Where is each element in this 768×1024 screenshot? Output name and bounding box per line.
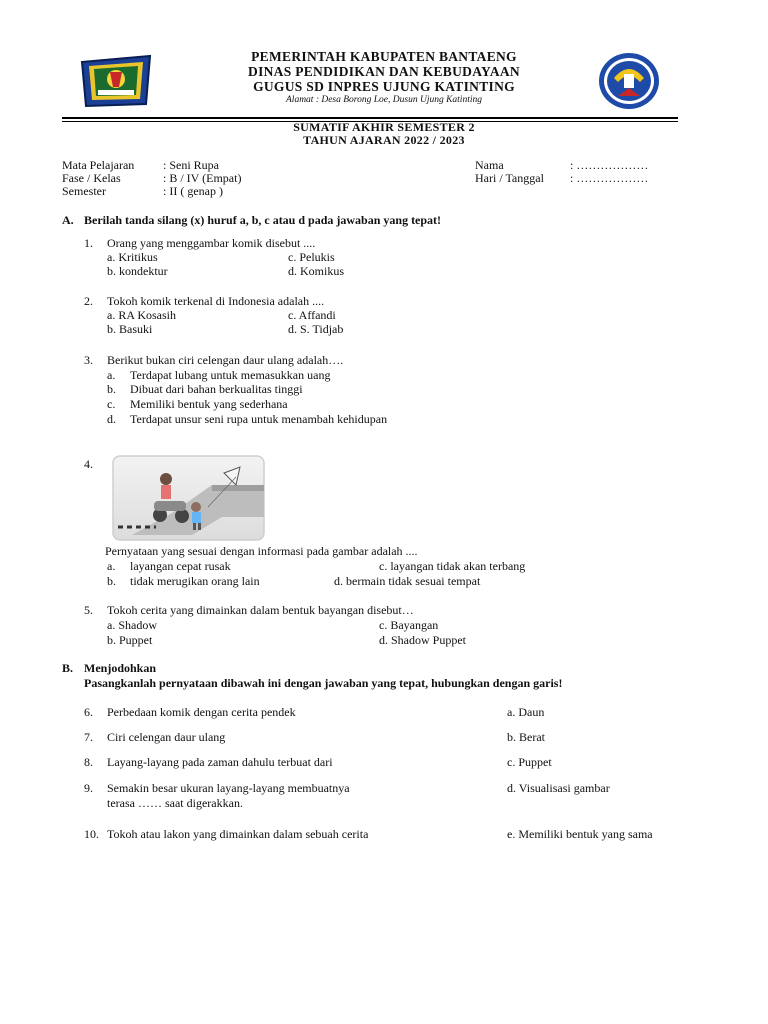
subject-label: Mata Pelajaran bbox=[62, 158, 135, 172]
q3-option-d: Terdapat unsur seni rupa untuk menambah kehidupan bbox=[130, 412, 388, 426]
match-item-number: 6. bbox=[84, 705, 93, 719]
q2-number: 2. bbox=[84, 294, 93, 308]
match-item-answer: e. Memiliki bentuk yang sama bbox=[507, 827, 653, 841]
q3-option-d-marker: d. bbox=[107, 412, 116, 426]
section-b-instruction: Pasangkanlah pernyataan dibawah ini dengan jawaban yang tepat, hubungkan dengan garis! bbox=[84, 676, 563, 690]
q5-number: 5. bbox=[84, 603, 93, 617]
header-rule-thick bbox=[62, 117, 678, 119]
header-line-2: DINAS PENDIDIKAN DAN KEBUDAYAAN bbox=[248, 64, 520, 79]
q1-option-d: d. Komikus bbox=[288, 264, 345, 278]
q3-option-b: Dibuat dari bahan berkualitas tinggi bbox=[130, 382, 303, 396]
q1-option-b: b. kondektur bbox=[107, 264, 168, 278]
q3-option-a-marker: a. bbox=[107, 368, 116, 382]
q2-option-a: a. RA Kosasih bbox=[107, 308, 176, 322]
q4-illustration bbox=[112, 455, 265, 541]
q2-option-d: d. S. Tidjab bbox=[288, 322, 344, 336]
date-value: : ……………… bbox=[570, 171, 649, 185]
q4-option-a: layangan cepat rusak bbox=[130, 559, 231, 573]
exam-year: TAHUN AJARAN 2022 / 2023 bbox=[303, 133, 465, 147]
header-line-3: GUGUS SD INPRES UJUNG KATINTING bbox=[253, 79, 515, 94]
section-b-title: Menjodohkan bbox=[84, 661, 157, 675]
section-a-title: Berilah tanda silang (x) huruf a, b, c atau d pada jawaban yang tepat! bbox=[84, 213, 442, 227]
section-b-marker: B. bbox=[62, 661, 74, 675]
q3-number: 3. bbox=[84, 353, 93, 367]
name-label: Nama bbox=[475, 158, 504, 172]
q4-text: Pernyataan yang sesuai dengan informasi pada gambar adalah .... bbox=[105, 544, 418, 558]
match-item-number: 7. bbox=[84, 730, 93, 744]
match-item-answer: b. Berat bbox=[507, 730, 545, 744]
q1-number: 1. bbox=[84, 236, 93, 250]
match-item-answer: a. Daun bbox=[507, 705, 545, 719]
match-item-number: 9. bbox=[84, 781, 93, 795]
name-value: : ……………… bbox=[570, 158, 649, 172]
q5-text: Tokoh cerita yang dimainkan dalam bentuk bayangan disebut… bbox=[107, 603, 414, 617]
q4-option-a-marker: a. bbox=[107, 559, 116, 573]
q5-option-d: d. Shadow Puppet bbox=[379, 633, 466, 647]
q2-text: Tokoh komik terkenal di Indonesia adalah .... bbox=[107, 294, 325, 308]
phase-label: Fase / Kelas bbox=[62, 171, 121, 185]
match-item-text: Semakin besar ukuran layang-layang membuatnya bbox=[107, 781, 350, 795]
match-item-number: 10. bbox=[84, 827, 99, 841]
section-a-marker: A. bbox=[62, 213, 74, 227]
match-item-answer: d. Visualisasi gambar bbox=[507, 781, 610, 795]
match-item-text: Tokoh atau lakon yang dimainkan dalam sebuah cerita bbox=[107, 827, 369, 841]
q4-option-d: d. bermain tidak sesuai tempat bbox=[334, 574, 481, 588]
match-item-text: Ciri celengan daur ulang bbox=[107, 730, 226, 744]
q1-option-c: c. Pelukis bbox=[288, 250, 335, 264]
q3-option-c-marker: c. bbox=[107, 397, 116, 411]
semester-label: Semester bbox=[62, 184, 106, 198]
semester-value: : II ( genap ) bbox=[163, 184, 223, 198]
header-address: Alamat : Desa Borong Loe, Dusun Ujung Katinting bbox=[286, 95, 482, 105]
q4-option-b-marker: b. bbox=[107, 574, 116, 588]
q2-option-c: c. Affandi bbox=[288, 308, 336, 322]
q5-option-b: b. Puppet bbox=[107, 633, 153, 647]
match-item-answer: c. Puppet bbox=[507, 755, 552, 769]
q4-option-c: c. layangan tidak akan terbang bbox=[379, 559, 526, 573]
q3-text: Berikut bukan ciri celengan daur ulang adalah…. bbox=[107, 353, 344, 367]
q5-option-a: a. Shadow bbox=[107, 618, 157, 632]
match-item-number: 8. bbox=[84, 755, 93, 769]
date-label: Hari / Tanggal bbox=[475, 171, 544, 185]
subject-value: : Seni Rupa bbox=[163, 158, 219, 172]
match-item-text-continued: terasa …… saat digerakkan. bbox=[107, 796, 243, 810]
q1-option-a: a. Kritikus bbox=[107, 250, 158, 264]
q5-option-c: c. Bayangan bbox=[379, 618, 439, 632]
phase-value: : B / IV (Empat) bbox=[163, 171, 242, 185]
q3-option-c: Memiliki bentuk yang sederhana bbox=[130, 397, 288, 411]
q3-option-a: Terdapat lubang untuk memasukkan uang bbox=[130, 368, 331, 382]
q4-option-b: tidak merugikan orang lain bbox=[130, 574, 260, 588]
q4-number: 4. bbox=[84, 457, 93, 471]
match-item-text: Layang-layang pada zaman dahulu terbuat dari bbox=[107, 755, 333, 769]
q1-text: Orang yang menggambar komik disebut .... bbox=[107, 236, 316, 250]
match-item-text: Perbedaan komik dengan cerita pendek bbox=[107, 705, 296, 719]
q3-option-b-marker: b. bbox=[107, 382, 116, 396]
exam-title: SUMATIF AKHIR SEMESTER 2 bbox=[293, 120, 475, 134]
header-line-1: PEMERINTAH KABUPATEN BANTAENG bbox=[251, 49, 517, 64]
q2-option-b: b. Basuki bbox=[107, 322, 153, 336]
